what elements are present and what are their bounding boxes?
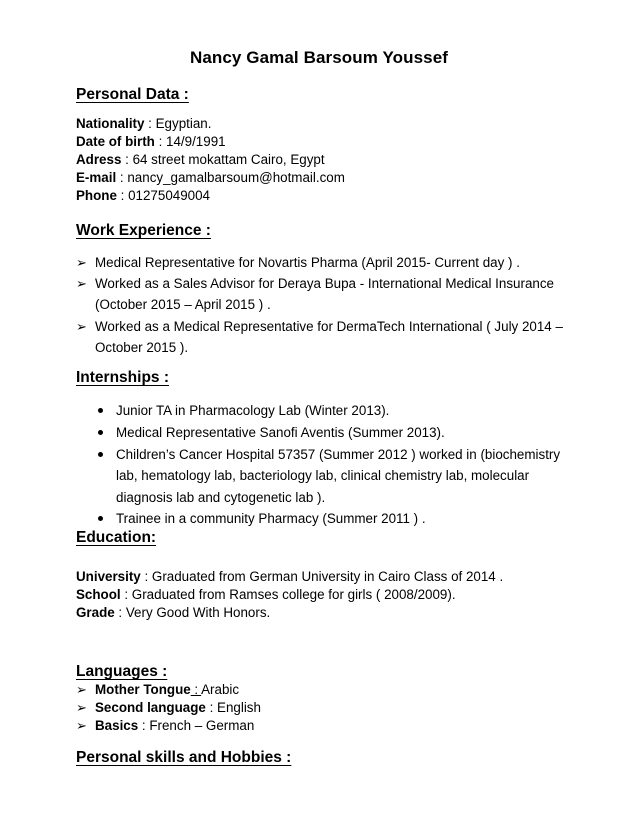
phone-value: : 01275049004 xyxy=(116,188,211,203)
school-label: School xyxy=(76,587,121,602)
dob-label: Date of birth xyxy=(76,134,155,149)
internship-item-text: Junior TA in Pharmacology Lab (Winter 2013). xyxy=(116,403,390,418)
second-language-value: : English xyxy=(205,700,261,715)
internship-item-text: Children’s Cancer Hospital 57357 (Summer 2012 ) worked in (biochemistry xyxy=(116,447,561,462)
work-item-text: Medical Representative for Novartis Pharma (April 2015- Current day ) . xyxy=(95,255,520,270)
basics-value: : French – German xyxy=(138,718,255,733)
mother-tongue-label: Mother Tongue xyxy=(95,682,191,697)
internship-item-text: Trainee in a community Pharmacy (Summer 2011 ) . xyxy=(116,511,426,526)
email-value: : nancy_gamalbarsoum@hotmail.com xyxy=(116,170,345,185)
bullet-dot-icon xyxy=(98,516,103,521)
education-heading: Education: xyxy=(76,529,157,546)
arrow-bullet-icon: ➢ xyxy=(76,276,87,291)
grade-line xyxy=(76,604,270,622)
grade-label: Grade xyxy=(76,605,115,620)
university-line xyxy=(76,568,503,586)
language-item-text xyxy=(95,680,239,700)
bullet-dot-icon xyxy=(98,430,103,435)
dob-value: : 14/9/1991 xyxy=(154,134,226,149)
arrow-bullet-icon: ➢ xyxy=(76,718,87,733)
mother-tongue-separator: : xyxy=(190,682,202,697)
internship-item-text: diagnosis lab and cytogenetic lab ). xyxy=(116,490,326,505)
nationality-value: : Egyptian. xyxy=(144,116,212,131)
work-item-text: (October 2015 – April 2015 ) . xyxy=(95,297,271,312)
address-line xyxy=(76,151,325,169)
second-language-label: Second language xyxy=(95,700,206,715)
personal-skills-heading: Personal skills and Hobbies : xyxy=(76,749,292,766)
language-item-text xyxy=(95,716,254,736)
work-item-text: Worked as a Sales Advisor for Deraya Bupa - International Medical Insurance xyxy=(95,276,554,291)
university-label: University xyxy=(76,569,141,584)
arrow-bullet-icon: ➢ xyxy=(76,255,87,270)
work-experience-heading: Work Experience : xyxy=(76,222,211,239)
mother-tongue-value: Arabic xyxy=(201,682,240,697)
internship-item-text: Medical Representative Sanofi Aventis (Summer 2013). xyxy=(116,425,445,440)
languages-heading: Languages : xyxy=(76,663,168,680)
nationality-line xyxy=(76,115,211,133)
university-value: : Graduated from German University in Cairo Class of 2014 . xyxy=(140,569,504,584)
address-label: Adress xyxy=(76,152,122,167)
phone-line xyxy=(76,187,210,205)
bullet-dot-icon xyxy=(98,452,103,457)
work-item-text: October 2015 ). xyxy=(95,340,189,355)
address-value: : 64 street mokattam Cairo, Egypt xyxy=(121,152,325,167)
school-value: : Graduated from Ramses college for girls ( 2008/2009). xyxy=(120,587,456,602)
page-title: Nancy Gamal Barsoum Youssef xyxy=(189,48,449,67)
phone-label: Phone xyxy=(76,188,117,203)
grade-value: : Very Good With Honors. xyxy=(114,605,271,620)
email-label: E-mail xyxy=(76,170,117,185)
dob-line xyxy=(76,133,226,151)
school-line xyxy=(76,586,456,604)
personal-data-heading: Personal Data : xyxy=(76,86,189,103)
arrow-bullet-icon: ➢ xyxy=(76,682,87,697)
internship-item-text: lab, hematology lab, bacteriology lab, clinical chemistry lab, molecular xyxy=(116,468,530,483)
email-line xyxy=(76,169,345,187)
arrow-bullet-icon: ➢ xyxy=(76,700,87,715)
work-item-text: Worked as a Medical Representative for DermaTech International ( July 2014 – xyxy=(95,319,563,334)
bullet-dot-icon xyxy=(98,408,103,413)
internships-heading: Internships : xyxy=(76,369,170,386)
language-item-text xyxy=(95,698,261,718)
arrow-bullet-icon: ➢ xyxy=(76,319,87,334)
basics-label: Basics xyxy=(95,718,139,733)
nationality-label: Nationality xyxy=(76,116,145,131)
